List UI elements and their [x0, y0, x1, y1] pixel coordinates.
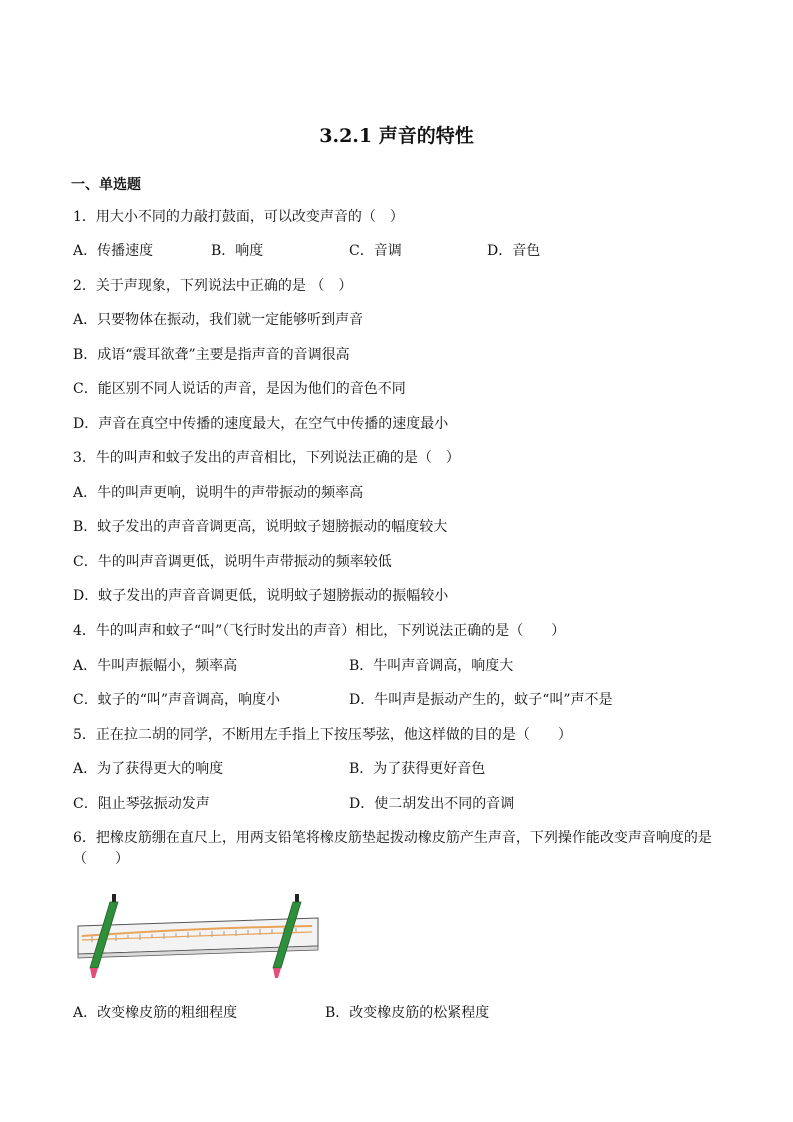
- q4-option-b: B．牛叫声音调高，响度大: [349, 658, 514, 674]
- question-1-stem: 1．用大小不同的力敲打鼓面，可以改变声音的（ ）: [73, 209, 404, 225]
- q1-option-a: A．传播速度: [73, 243, 154, 259]
- q5-option-b: B．为了获得更好音色: [349, 761, 486, 777]
- q6-option-b: B．改变橡皮筋的松紧程度: [325, 1005, 490, 1021]
- q4-option-c: C．蚊子的“叫”声音调高，响度小: [73, 692, 281, 708]
- q2-option-d: D．声音在真空中传播的速度最大，在空气中传播的速度最小: [73, 416, 449, 432]
- q3-option-c: C．牛的叫声音调更低，说明牛声带振动的频率较低: [73, 554, 392, 570]
- q1-option-d: D．音色: [487, 243, 541, 259]
- question-6-stem: 6．把橡皮筋绷在直尺上，用两支铅笔将橡皮筋垫起拨动橡皮筋产生声音，下列操作能改变声音响度的是: [73, 830, 712, 846]
- ruler-pencil-figure: [72, 892, 322, 986]
- q4-option-d: D．牛叫声是振动产生的，蚊子“叫”声不是: [349, 692, 613, 708]
- q4-option-a: A．牛叫声振幅小，频率高: [73, 658, 238, 674]
- question-3-stem: 3．牛的叫声和蚊子发出的声音相比，下列说法正确的是（ ）: [73, 450, 460, 466]
- q5-option-a: A．为了获得更大的响度: [73, 761, 224, 777]
- section-heading: 一、单选题: [71, 177, 141, 193]
- q3-option-b: B．蚊子发出的声音音调更高，说明蚊子翅膀振动的幅度较大: [73, 519, 448, 535]
- q6-option-a: A．改变橡皮筋的粗细程度: [73, 1005, 238, 1021]
- ruler-pencil-illustration: [72, 892, 322, 982]
- q5-option-c: C．阻止琴弦振动发声: [73, 796, 210, 812]
- q3-option-d: D．蚊子发出的声音音调更低，说明蚊子翅膀振动的振幅较小: [73, 588, 449, 604]
- question-2-stem: 2．关于声现象，下列说法中正确的是 （ ）: [73, 278, 353, 294]
- page-title: 3.2.1 声音的特性: [319, 125, 474, 147]
- q2-option-a: A．只要物体在振动，我们就一定能够听到声音: [73, 312, 364, 328]
- q5-option-d: D．使二胡发出不同的音调: [349, 796, 515, 812]
- q2-option-b: B．成语“震耳欲聋”主要是指声音的音调很高: [73, 347, 350, 363]
- q1-option-b: B．响度: [211, 243, 264, 259]
- q1-option-c: C．音调: [349, 243, 402, 259]
- q3-option-a: A．牛的叫声更响，说明牛的声带振动的频率高: [73, 485, 364, 501]
- question-5-stem: 5．正在拉二胡的同学，不断用左手指上下按压琴弦，他这样做的目的是（ ）: [73, 727, 572, 743]
- question-6-stem-cont: （ ）: [73, 851, 129, 867]
- q2-option-c: C．能区别不同人说话的声音，是因为他们的音色不同: [73, 381, 406, 397]
- question-4-stem: 4．牛的叫声和蚊子“叫”（飞行时发出的声音）相比，下列说法正确的是（ ）: [73, 623, 566, 639]
